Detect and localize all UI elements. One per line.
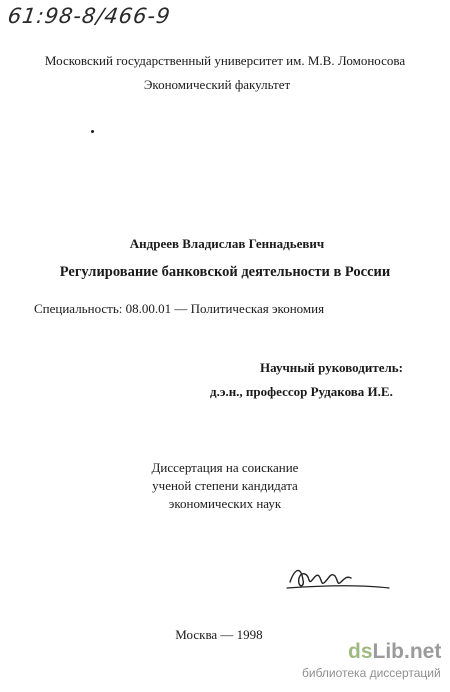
dissertation-line-3: экономических наук: [168, 496, 282, 511]
advisor-name: д.э.н., профессор Рудакова И.Е.: [210, 384, 393, 399]
archive-number: 61:98-8/466-9: [6, 4, 173, 28]
dissertation-line-2: ученой степени кандидата: [152, 478, 298, 493]
speck-mark: [91, 130, 94, 133]
dissertation-line-1: Диссертация на соискание: [151, 460, 299, 475]
specialty: Специальность: 08.00.01 — Политическая экономия: [34, 301, 325, 316]
watermark-logo-left: ds: [348, 640, 373, 663]
university-name: Московский государственный университет им. М.В. Ломоносова: [44, 53, 406, 68]
watermark-logo: [348, 640, 441, 664]
signature-drawing: [285, 558, 395, 598]
watermark-logo-right: Lib.net: [372, 640, 442, 663]
watermark-subtitle: библиотека диссертаций: [302, 666, 441, 680]
dissertation-title: Регулирование банковской деятельности в России: [59, 264, 391, 280]
faculty-name: Экономический факультет: [143, 77, 291, 92]
author-name: Андреев Владислав Геннадьевич: [129, 236, 325, 251]
advisor-label: Научный руководитель:: [260, 360, 403, 375]
place-year: Москва — 1998: [175, 627, 263, 642]
